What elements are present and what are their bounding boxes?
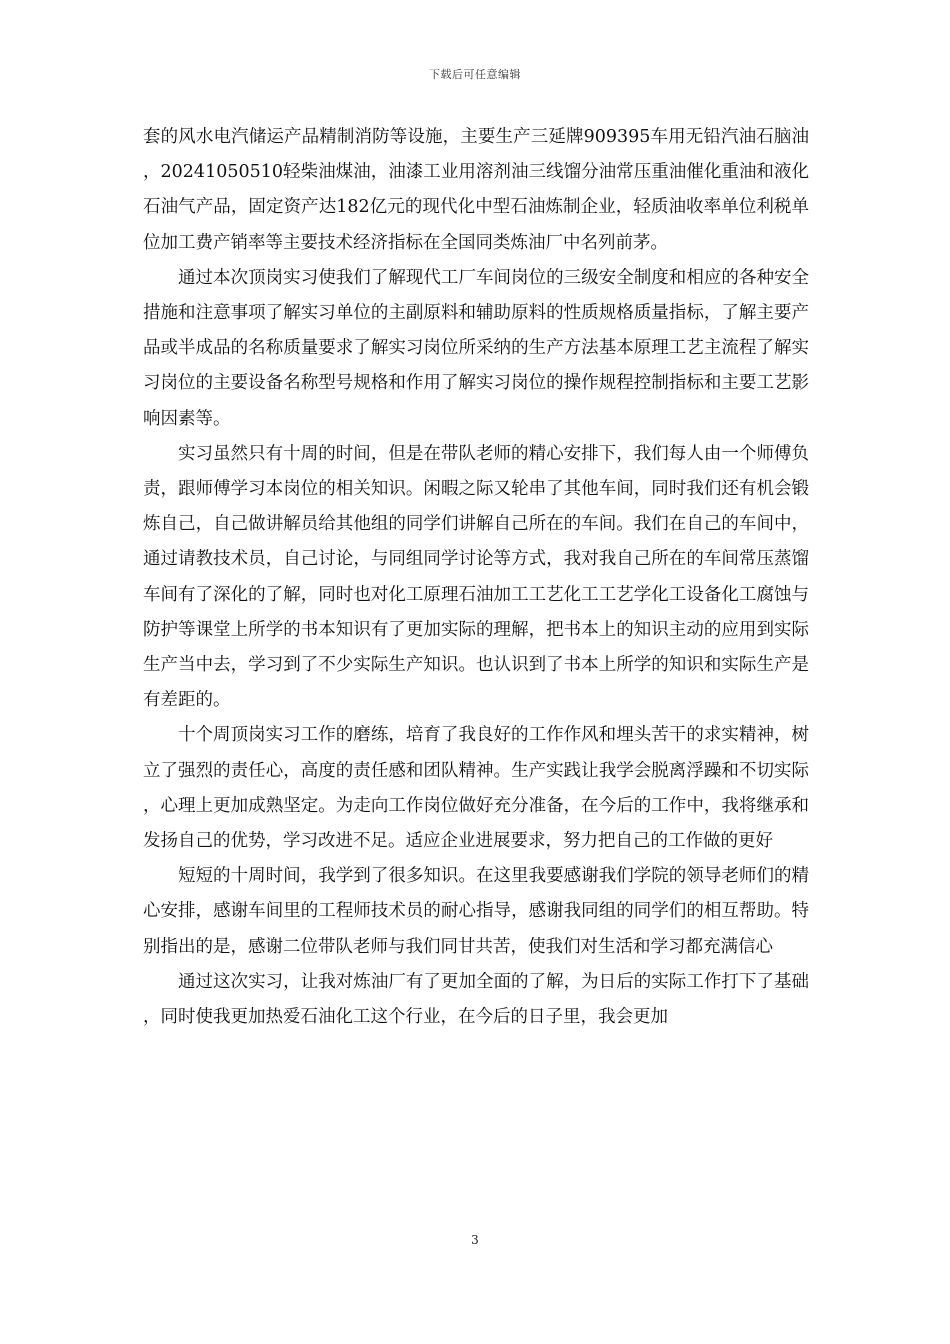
body-paragraph: 通过本次顶岗实习使我们了解现代工厂车间岗位的三级安全制度和相应的各种安全措施和注意事项了解实习单位的主副原料和辅助原料的性质规格质量指标，了解主要产品或半成品的名称质量要求了解实习岗位所采纳的生产方法基本原理工艺主流程了解实习岗位的主要设备名称型号规格和作用了解实习岗位的操作规程控制指标和主要工艺影响因素等。 [143, 267, 809, 429]
body-paragraph-continuation: 套的风水电汽储运产品精制消防等设施，主要生产三延牌909395车用无铅汽油石脑油，20241050510轻柴油煤油，油漆工业用溶剂油三线馏分油常压重油催化重油和液化石油气产品，固定资产达182亿元的现代化中型石油炼制企业，轻质油收率单位利税单位加工费产销率等主要技术经济指标在全国同类炼油厂中名列前茅。 [143, 127, 809, 253]
body-paragraph: 短短的十周时间，我学到了很多知识。在这里我要感谢我们学院的领导老师们的精心安排，感谢车间里的工程师技术员的耐心指导，感谢我同组的同学们的相互帮助。特别指出的是，感谢二位带队老师与我们同甘共苦，使我们对生活和学习都充满信心 [143, 866, 809, 957]
page-number: 3 [471, 1233, 479, 1247]
body-paragraph: 实习虽然只有十周的时间，但是在带队老师的精心安排下，我们每人由一个师傅负责，跟师傅学习本岗位的相关知识。闲暇之际又轮串了其他车间，同时我们还有机会锻炼自己，自己做讲解员给其他组的同学们讲解自己所在的车间。我们在自己的车间中，通过请教技术员，自己讨论，与同组同学讨论等方式，我对我自己所在的车间常压蒸馏车间有了深化的了解，同时也对化工原理石油加工工艺化工工艺学化工设备化工腐蚀与防护等课堂上所学的书本知识有了更加实际的理解，把书本上的知识主动的应用到实际生产当中去，学习到了不少实际生产知识。也认识到了书本上所学的知识和实际生产是有差距的。 [143, 443, 809, 711]
document-body [143, 120, 809, 1035]
page-header: 下载后可任意编辑 [429, 68, 521, 81]
body-paragraph: 十个周顶岗实习工作的磨练，培育了我良好的工作作风和埋头苦干的求实精神，树立了强烈的责任心，高度的责任感和团队精神。生产实践让我学会脱离浮躁和不切实际，心理上更加成熟坚定。为走向工作岗位做好充分准备，在今后的工作中，我将继承和发扬自己的优势，学习改进不足。适应企业进展要求，努力把自己的工作做的更好 [143, 725, 809, 852]
body-paragraph: 通过这次实习，让我对炼油厂有了更加全面的了解，为日后的实际工作打下了基础，同时使我更加热爱石油化工这个行业，在今后的日子里，我会更加 [143, 971, 809, 1028]
